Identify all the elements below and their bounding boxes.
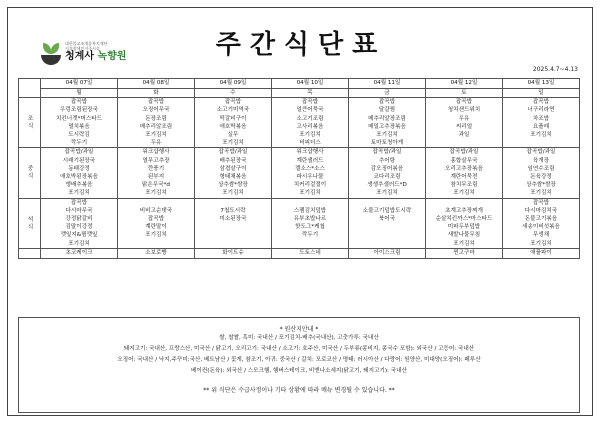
notice-title: * 원산지안내 * — [279, 326, 319, 333]
menu-item: 북어국 — [349, 215, 426, 223]
menu-item: 비비고순댓국 — [118, 207, 195, 215]
menu-item: 잡곡밥 — [118, 215, 195, 223]
menu-item — [349, 223, 426, 231]
menu-item: 파시우나물 — [272, 173, 349, 181]
snack-item: 애플파이 — [503, 248, 580, 258]
menu-item: 유부초밥나르 — [272, 215, 349, 223]
menu-item: 다시마김치국 — [503, 207, 580, 215]
menu-item — [349, 231, 426, 239]
menu-item: 배추된장국 — [195, 157, 272, 165]
snack-item: 도토스네 — [272, 248, 349, 258]
menu-item: 상추쌈*쌈장 — [195, 181, 272, 189]
day-date: 04월 12일 — [426, 79, 503, 89]
menu-item: 돈장조림 — [118, 115, 195, 123]
day-weekday: 토 — [426, 89, 503, 98]
menu-item: 포기김치 — [272, 189, 349, 198]
menu-item: 너구리라면 — [503, 106, 580, 114]
menu-item: 잡곡밥 — [41, 198, 118, 207]
menu-item: 계란샐러드 — [272, 157, 349, 165]
menu-item: 포기김치 — [118, 231, 195, 239]
menu-item: 포기김치 — [503, 240, 580, 249]
menu-item: 새발나물무침 — [426, 231, 503, 239]
menu-item: 메밀고추장볶음 — [349, 123, 426, 131]
menu-item: 돈육강정 — [503, 173, 580, 181]
meal-row — [19, 240, 580, 249]
day-weekday: 금 — [349, 89, 426, 98]
menu-item: 깐풍기 — [118, 165, 195, 173]
menu-item: 포기김치 — [349, 189, 426, 198]
snack-row — [19, 248, 580, 258]
menu-item: 메추리알조림 — [118, 123, 195, 131]
menu-item: 포기김치 — [118, 131, 195, 139]
menu-item: 두유 — [118, 139, 195, 148]
meal-row — [19, 131, 580, 139]
menu-item: 잡곡밥 — [195, 98, 272, 107]
menu-item: 코다리조림 — [349, 173, 426, 181]
menu-item: 포기김치 — [503, 131, 580, 139]
menu-item: 추어탕 — [349, 157, 426, 165]
weekday-row — [19, 89, 580, 98]
meal-row — [19, 231, 580, 239]
menu-item — [272, 240, 349, 249]
menu-item: 삼겹살구이 — [195, 165, 272, 173]
menu-item: 도시락김 — [41, 131, 118, 139]
menu-item: 포기김치 — [195, 189, 272, 198]
menu-item: 생생추샐러드*D — [349, 181, 426, 189]
menu-item: 소불고기덮밥도시락 — [349, 207, 426, 215]
menu-item: 앵배추볶음 — [41, 181, 118, 189]
menu-item: 깍두기 — [41, 139, 118, 148]
menu-item: 잡곡밥/과일 — [41, 148, 118, 157]
meal-row — [19, 223, 580, 231]
menu-item: 미소된장국 — [195, 215, 272, 223]
page-title: 주간식단표 — [215, 30, 387, 60]
menu-item — [272, 198, 349, 207]
menu-item: 차조밥 — [503, 115, 580, 123]
menu-item: 멸치볶음 — [41, 123, 118, 131]
snack-item: 아이스크림 — [349, 248, 426, 258]
menu-item: 우렁조림된장국 — [41, 106, 118, 114]
date-row — [19, 79, 580, 89]
menu-item: 초계고추장찌개 — [426, 207, 503, 215]
snack-label-cell — [19, 248, 41, 258]
meal-row — [19, 115, 580, 123]
meal-row — [19, 123, 580, 131]
menu-item: 열무고추장 — [118, 157, 195, 165]
org-name: 녹향원 — [97, 51, 127, 62]
menu-item: 치킨너겟*머스타드 — [41, 115, 118, 123]
meal-label: 조식 — [19, 98, 41, 148]
menu-item — [426, 198, 503, 207]
menu-item: 잡곡밥 — [503, 98, 580, 107]
org-prefix: 청계사 — [65, 51, 94, 62]
menu-item: 워크샵행사 — [118, 148, 195, 157]
menu-item — [118, 240, 195, 249]
menu-item: 스팸김치덮밥 — [272, 207, 349, 215]
menu-item — [503, 139, 580, 148]
menu-item: 잡곡밥/과일 — [349, 148, 426, 157]
menu-item: 포기김치 — [118, 189, 195, 198]
meal-row — [19, 106, 580, 114]
menu-item: 핫도그*케첩 — [272, 223, 349, 231]
menu-item: 돈불고기볶음 — [503, 215, 580, 223]
meal-row — [19, 165, 580, 173]
menu-item: 새송이버섯볶음 — [503, 223, 580, 231]
menu-item: 애호박된장볶음 — [41, 173, 118, 181]
menu-item: 잡곡밥 — [349, 98, 426, 107]
menu-item: 잡곡밥/과일 — [503, 148, 580, 157]
menu-item: 캘소스*소스 — [272, 165, 349, 173]
day-date: 04월 13일 — [503, 79, 580, 89]
menu-item: 잡곡밥 — [503, 198, 580, 207]
menu-item: 임연수조림 — [503, 165, 580, 173]
meal-row — [19, 215, 580, 223]
menu-item — [195, 198, 272, 207]
meal-row — [19, 98, 580, 107]
meal-label: 중식 — [19, 148, 41, 198]
date-range: 2025.4.7~4.13 — [532, 66, 578, 73]
menu-item — [426, 139, 503, 148]
menu-item: 오징어무국 — [118, 106, 195, 114]
menu-item: 포기김치 — [426, 240, 503, 249]
menu-item: 동태강정 — [41, 165, 118, 173]
menu-item: 계란어묵전 — [426, 173, 503, 181]
menu-item: 포기김치 — [503, 189, 580, 198]
meal-row — [19, 173, 580, 181]
menu-item: 미파두부덮밥 — [426, 223, 503, 231]
day-date: 04월 08일 — [118, 79, 195, 89]
snack-item: 소보로빵 — [118, 248, 195, 258]
weekly-menu-table — [18, 78, 580, 259]
day-weekday: 화 — [118, 89, 195, 98]
org-line2: 지적장애인거주시설 — [65, 46, 100, 51]
menu-item — [349, 240, 426, 249]
menu-item — [195, 240, 272, 249]
day-date: 04월 10일 — [272, 79, 349, 89]
menu-item: 7첩도시락 — [195, 207, 272, 215]
menu-item: 잡곡밥 — [272, 98, 349, 107]
menu-item: 강정닭갈비 — [41, 215, 118, 223]
day-weekday: 월 — [41, 89, 118, 98]
menu-item: 비피더스 — [272, 139, 349, 148]
notice-line: 돼지고기: 국내산, 프랑스산, 미국산 / 닭고기, 오리고기: 국내산 / 소고기: 호주산, 미국산 / 두부류(콩비지, 콩국수 포함): 외국산 / 고등어: 국내산 — [123, 346, 475, 352]
menu-item: 잡곡밥 — [118, 98, 195, 107]
menu-item: 참치무조림 — [426, 181, 503, 189]
menu-item: 감오징어볶음 — [349, 165, 426, 173]
notice-footer: ** 위 식단은 수급사정이나 기타 상황에 따라 메뉴 변경될 수 있습니다. ** — [203, 387, 395, 394]
menu-item: 다시마무국 — [41, 207, 118, 215]
meal-row — [19, 139, 580, 148]
day-date: 04월 09일 — [195, 79, 272, 89]
menu-item: 달걀찜 — [349, 106, 426, 114]
menu-page — [7, 7, 593, 416]
day-date: 04월 11일 — [349, 79, 426, 89]
notice-line: 쌀, 찹쌀, 흑미: 국내산 / 포기김치-배추(국내산), 고춧가루: 국내산 — [219, 335, 379, 341]
menu-item: 우유 — [426, 115, 503, 123]
meal-label: 석식 — [19, 198, 41, 248]
menu-item: 메추리알장조림 — [349, 115, 426, 123]
menu-item: 소고기조림 — [272, 115, 349, 123]
menu-item: 잡곡밥 — [41, 98, 118, 107]
meal-row — [19, 157, 580, 165]
menu-item: 형태채볶음 — [195, 173, 272, 181]
menu-item: 토마토청아게 — [349, 139, 426, 148]
org-line1: 대한불교조계종복지재단 — [65, 41, 108, 46]
menu-item: 포기김치 — [272, 131, 349, 139]
menu-item: 과일 — [426, 131, 503, 139]
menu-item: 잡곡밥/과일 — [426, 148, 503, 157]
menu-item: 상추쌈*쌈장 — [503, 181, 580, 189]
menu-item: 포기김치 — [41, 189, 118, 198]
menu-item: 애호박볶음 — [195, 123, 272, 131]
menu-item: 무생채 — [503, 231, 580, 239]
menu-item: 육개장 — [503, 157, 580, 165]
menu-item: 된부지 — [118, 173, 195, 181]
meal-row — [19, 207, 580, 215]
menu-item: 떡갈비구이 — [195, 115, 272, 123]
day-weekday: 일 — [503, 89, 580, 98]
snack-item: 화이트슈 — [195, 248, 272, 258]
corner-cell — [19, 79, 41, 98]
meal-row — [19, 198, 580, 207]
meal-row — [19, 181, 580, 189]
menu-item: 고사리볶음 — [272, 123, 349, 131]
menu-item — [349, 198, 426, 207]
notice-line: 오징어: 국내산 / 낙지,주꾸미:국산, 베트남산 / 꽃게, 참조기, 아귀: 중국산 / 갈치: 모로코산 / 명태: 러시아산 / 다랑어: 원양산, 미대양(오징어): 페루산 — [117, 357, 481, 363]
menu-item: 포기김치 — [41, 240, 118, 249]
menu-item: 잡곡밥/과일 — [195, 148, 272, 157]
menu-item: 요플레 — [503, 123, 580, 131]
menu-item: 계란말이 — [118, 223, 195, 231]
menu-item — [195, 231, 272, 239]
menu-item: 워크샵행사 — [272, 148, 349, 157]
menu-item: 잡곡밥 — [426, 98, 503, 107]
menu-item: 포기김치 — [349, 131, 426, 139]
day-date: 04월 07일 — [41, 79, 118, 89]
menu-item: 실무 — [195, 131, 272, 139]
menu-item: 김말이강정 — [41, 223, 118, 231]
day-weekday: 목 — [272, 89, 349, 98]
menu-item: 오리고추장볶음 — [426, 165, 503, 173]
menu-item: 깍두기 — [272, 231, 349, 239]
menu-item: 소고기미역국 — [195, 106, 272, 114]
menu-item: 포기김치 — [195, 139, 272, 148]
menu-item: 홍합살무국 — [426, 157, 503, 165]
menu-item: 포기김치 — [426, 189, 503, 198]
menu-item — [195, 223, 272, 231]
menu-item: 씨리얼 — [426, 123, 503, 131]
menu-item: 맑은무국*d — [118, 181, 195, 189]
meal-row — [19, 189, 580, 198]
menu-item: 치커리겉절이 — [272, 181, 349, 189]
snack-item: 초코케이크 — [41, 248, 118, 258]
menu-item: 순살치킨까스*마스타드 — [426, 215, 503, 223]
day-weekday: 수 — [195, 89, 272, 98]
menu-item: 시래기된장국 — [41, 157, 118, 165]
meal-row — [19, 148, 580, 157]
notice-line: 베이컨(돈육): 외국산 / 스모크햄, 햄버스테이크, 비엔나소세지(닭고기, 돼지고기): 국내산 — [191, 368, 407, 374]
menu-item: 청치샌드위치 — [426, 106, 503, 114]
snack-item: 찐고구마 — [426, 248, 503, 258]
menu-item: 깻잎지&찜깻잎 — [41, 231, 118, 239]
menu-item: 얼큰어묵국 — [272, 106, 349, 114]
menu-item — [118, 198, 195, 207]
origin-notice — [18, 317, 580, 413]
